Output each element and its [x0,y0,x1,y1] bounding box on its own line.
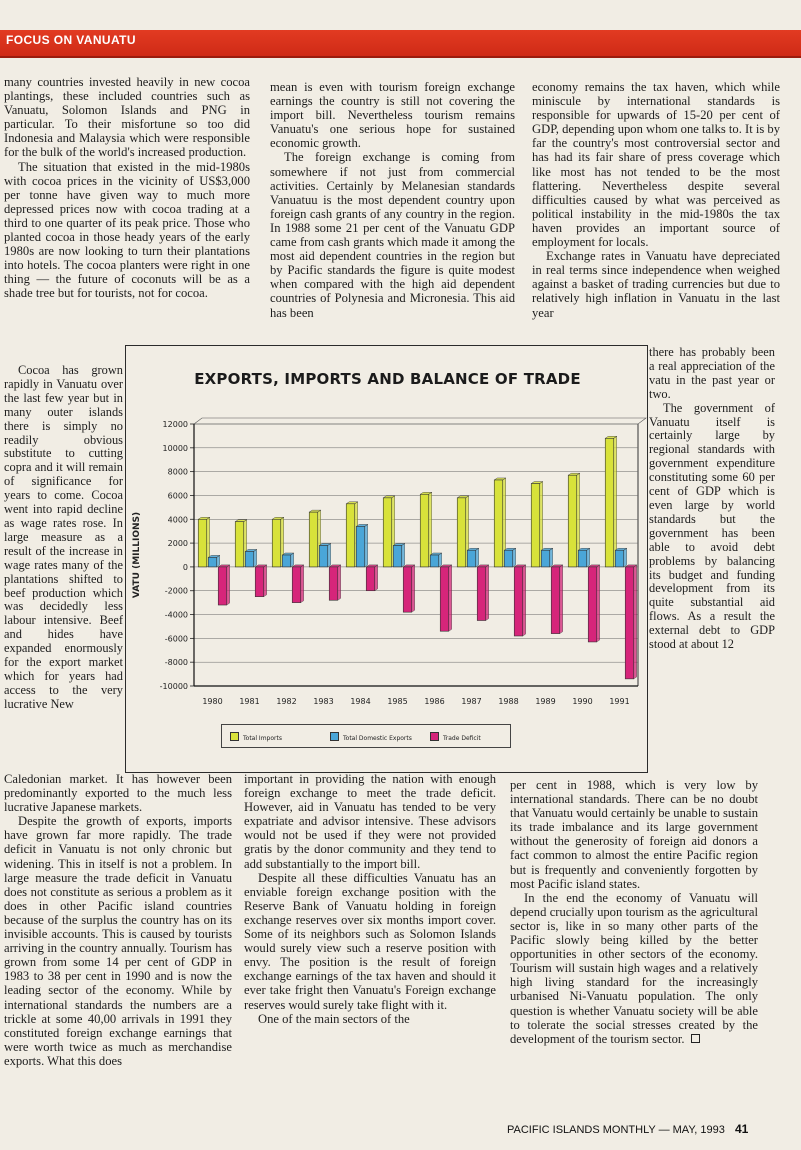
legend-label: Total Imports [243,735,282,742]
bar-1-1990 [578,550,587,567]
x-tick-label: 1986 [424,697,445,706]
bar-0-1991 [605,438,614,567]
bar-side [365,524,368,566]
legend-item-deficit [430,732,481,742]
article-paragraph-text: In the end the economy of Vanuatu will depend crucially upon tourism as the agricultural sector is, like in so many other parts of the Pacific slowly being killed by the better opportunities in other sectors of the economy. Tourism will sustain high wages and a relatively high living standard for the increasingly urbanised Ni-Vanuatu population. The only question is whether Vanuatu society will be able to tolerate the social stresses created by the development of the tourism sector. [510,890,758,1046]
bar-side [291,553,294,567]
bar-0-1984 [346,504,355,567]
y-axis-label: VATU (MILLIONS) [132,511,142,599]
bar-side [439,553,442,567]
bar-1-1987 [467,550,476,567]
legend-label: Trade Deficit [443,735,481,742]
x-tick-label: 1984 [350,697,371,706]
x-tick-label: 1989 [535,697,556,706]
bar-0-1988 [494,480,503,567]
bar-side [375,565,378,591]
bar-2-1987 [477,567,486,621]
legend-item-exports [330,732,412,742]
bar-0-1990 [568,475,577,567]
bar-2-1984 [366,567,375,591]
article-paragraph: Cocoa has grown rapidly in Vanuatu over the last few year but in many outer islands there is simply no readily obvious substitute to cutting copra and it will remain of significance for years to come. Cocoa went into rapid decline as wage rates rose. In large measure as a result of the increase in wage rates many of the plantations shifted to beef production which was decidedly less labour intensive. Beef and hides have expanded enormously for the export market which for years had access to the very lucrative New [4,364,123,711]
bar-side [614,436,617,567]
article-paragraph: economy remains the tax haven, which while miniscule by international standards is responsible for upwards of 15-20 per cent of GDP, depending upon whom one talks to. It is by far the country's most controversial sector and has had its fair share of press coverage which like most has not tended to be the most flattering. Nevertheless despite several difficulties caused by what was perceived as political instability in the mid-1980s the tax haven provides an important source of employment for locals. [532,80,780,250]
chart-plot [126,346,649,774]
bar-side [301,565,304,603]
bar-1-1986 [430,555,439,567]
bar-0-1987 [457,498,466,567]
bar-side [402,543,405,566]
bar-1-1980 [208,557,217,567]
chart-top-edge [194,418,646,424]
article-column-2-bottom [244,772,496,1102]
bar-side [449,565,452,631]
y-tick-label: -10000 [159,682,188,691]
bar-0-1985 [383,498,392,567]
article-paragraph: The foreign exchange is coming from somewhere if not just from commercial activities. Certainly by Melanesian standards Vanuatuu is the most dependent country upon foreign cash grants of any country in the region. In 1988 some 21 per cent of the Vanuatu GDP came from cash grants which made it among the most aid dependent countries in the region but by Pacific standards the figure is quite modest when compared with the high aid dependent countries of Polynesia and Micronesia. This aid has been [270,150,515,320]
y-tick-label: 10000 [162,443,188,453]
article-column-2-top [270,80,515,342]
bar-2-1985 [403,567,412,612]
bar-1-1989 [541,550,550,567]
bar-2-1983 [329,567,338,600]
article-paragraph: Despite the growth of exports, imports have grown far more rapidly. The trade deficit in Vanuatu is not only chronic but widening. This in itself is not a problem. In large measure the trade deficit in Vanuatu does not constitute as serious a problem as it does in other Pacific island countries because of the surplus the country has on its invisible accounts. This is caused by tourists arriving in the country annually. Tourism has grown from some 14 per cent of GDP in 1983 to 38 per cent in 1990 and is now the leading sector of the economy. While by international standards the numbers are a trickle at some 40,00 arrivals in 1991 they constituted foreign exchange earnings that were worth twice as much as merchandise exports. What this does [4,814,232,1068]
chart-legend [221,724,511,748]
bar-side [597,565,600,642]
bar-side [550,548,553,567]
x-tick-label: 1982 [276,697,297,706]
bar-side [634,565,637,679]
bar-1-1981 [245,551,254,566]
bar-side [523,565,526,636]
bar-side [486,565,489,621]
bar-1-1991 [615,550,624,567]
bar-2-1989 [551,567,560,634]
bar-side [254,549,257,566]
article-column-3-top [532,80,780,348]
bar-0-1983 [309,512,318,567]
bar-0-1980 [198,519,207,567]
bar-0-1982 [272,519,281,567]
end-mark-icon [691,1034,700,1043]
x-tick-label: 1991 [609,697,630,706]
article-paragraph: Caledonian market. It has however been predominantly exported to the much less lucrative Japanese markets. [4,772,232,815]
legend-swatch [330,732,339,741]
bar-2-1991 [625,567,634,679]
y-tick-label: 6000 [167,491,188,501]
bar-side [560,565,563,634]
chart-title: EXPORTS, IMPORTS AND BALANCE OF TRADE [194,370,581,388]
article-paragraph: The situation that existed in the mid-1980s with cocoa prices in the vicinity of US$3,000 per tonne have given way to much more depressed prices now with cocoa trading at a third to one quarter of its peak price. Those who planted cocoa in those heady years of the early 1980s are now looking to turn their plantations into hotels. The cocoa planters were right in one thing — the future of coconuts will be as a shade tree but for tourists, not for cocoa. [4,159,250,301]
y-tick-label: -4000 [164,610,188,620]
bar-side [227,565,230,605]
legend-label: Total Domestic Exports [343,735,412,742]
y-tick-label: 12000 [162,420,188,429]
bar-1-1988 [504,550,513,567]
bar-0-1981 [235,522,244,567]
x-tick-label: 1988 [498,697,519,706]
article-paragraph: per cent in 1988, which is very low by international standards. There can be no doubt that Vanuatu would certainly be unable to sustain its trade imbalance and its large government without the generosity of foreign aid donors a fact common to almost the entire Pacific region but is frequently and conveniently forgotten by most Pacific island states. [510,778,758,891]
legend-swatch [230,732,239,741]
article-paragraph: important in providing the nation with enough foreign exchange to meet the trade deficit. However, aid in Vanuatu has tended to be very expatriate and advisor intensive. These advisors would not be used if they were not provided gratis by the donor community and they tend to add substantially to the import bill. [244,772,496,871]
trade-chart [125,345,648,773]
bar-0-1986 [420,494,429,567]
bar-side [476,548,479,567]
bar-1-1985 [393,545,402,566]
section-label: FOCUS ON VANUATU [6,33,136,47]
y-tick-label: 2000 [167,539,188,549]
article-column-1-top [4,75,250,345]
bar-2-1988 [514,567,523,636]
x-tick-label: 1983 [313,697,334,706]
page-number: 41 [735,1122,749,1136]
footer-publication: PACIFIC ISLANDS MONTHLY — MAY, 1993 [507,1124,725,1136]
bar-2-1981 [255,567,264,597]
bar-side [328,543,331,566]
legend-swatch [430,732,439,741]
bar-side [624,548,627,567]
article-column-1-bottom [4,772,232,1092]
y-tick-label: -8000 [164,658,188,668]
x-tick-label: 1985 [387,697,408,706]
bar-1-1983 [319,545,328,566]
y-tick-label: 0 [182,562,188,572]
article-paragraph: Exchange rates in Vanuatu have depreciated in real terms since independence when weighed against a basket of trading currencies but due to relatively high inflation in Vanuatu in the last year [532,249,780,320]
y-tick-label: 8000 [167,467,188,477]
bar-side [338,565,341,600]
y-tick-label: -2000 [164,586,188,596]
bar-side [587,548,590,567]
y-tick-label: 4000 [167,515,188,525]
bar-2-1982 [292,567,301,603]
legend-item-imports [230,732,282,742]
article-column-3-bottom [510,778,758,1108]
article-paragraph: many countries invested heavily in new cocoa plantings, these included countries such as Vanuatu, Solomon Islands and PNG in particular. To their misfortune so too did Indonesia and Malaysia which were responsible for the bulk of the world's increased production. [4,75,250,160]
bar-side [412,565,415,612]
x-tick-label: 1990 [572,697,593,706]
bar-side [264,565,267,597]
bar-1-1982 [282,555,291,567]
article-column-3-wrap [649,346,775,776]
article-paragraph: One of the main sectors of the [258,1011,410,1026]
article-paragraph: The government of Vanuatu itself is certainly large by regional standards with government expenditure constituting some 60 per cent of GDP which is even large by world standards but the government has been able to avoid debt problems by balancing its budget and funding development from its quite substantial aid flows. As a result the external debt to GDP stood at about 12 [649,400,775,652]
section-banner [0,30,801,58]
bar-2-1990 [588,567,597,642]
bar-2-1980 [218,567,227,605]
bar-0-1989 [531,484,540,567]
bar-side [513,548,516,567]
article-column-1-wrap [4,364,123,774]
article-paragraph: Despite all these difficulties Vanuatu has an enviable foreign exchange position with the Reserve Bank of Vanuatu holding in foreign exchange reserves over six months import cover. Some of its neighbors such as Solomon Islands would surely view such a reserve position with envy. The position is the result of foreign exchange earnings of the tax haven and should it ever take fright then Vanuatu's Foreign exchange reserves would surely take flight with it. [244,870,496,1012]
article-paragraph [510,891,758,1046]
y-tick-label: -6000 [164,634,188,644]
article-paragraph: mean is even with tourism foreign exchange earnings the country is still not covering the import bill. Nevertheless tourism remains Vanuatu's one serious hope for sustained economic growth. [270,80,515,151]
article-paragraph: there has probably been a real appreciation of the vatu in the past year or two. [649,346,775,401]
x-tick-label: 1981 [239,697,260,706]
bar-2-1986 [440,567,449,631]
x-tick-label: 1980 [202,697,223,706]
x-tick-label: 1987 [461,697,482,706]
bar-1-1984 [356,526,365,566]
